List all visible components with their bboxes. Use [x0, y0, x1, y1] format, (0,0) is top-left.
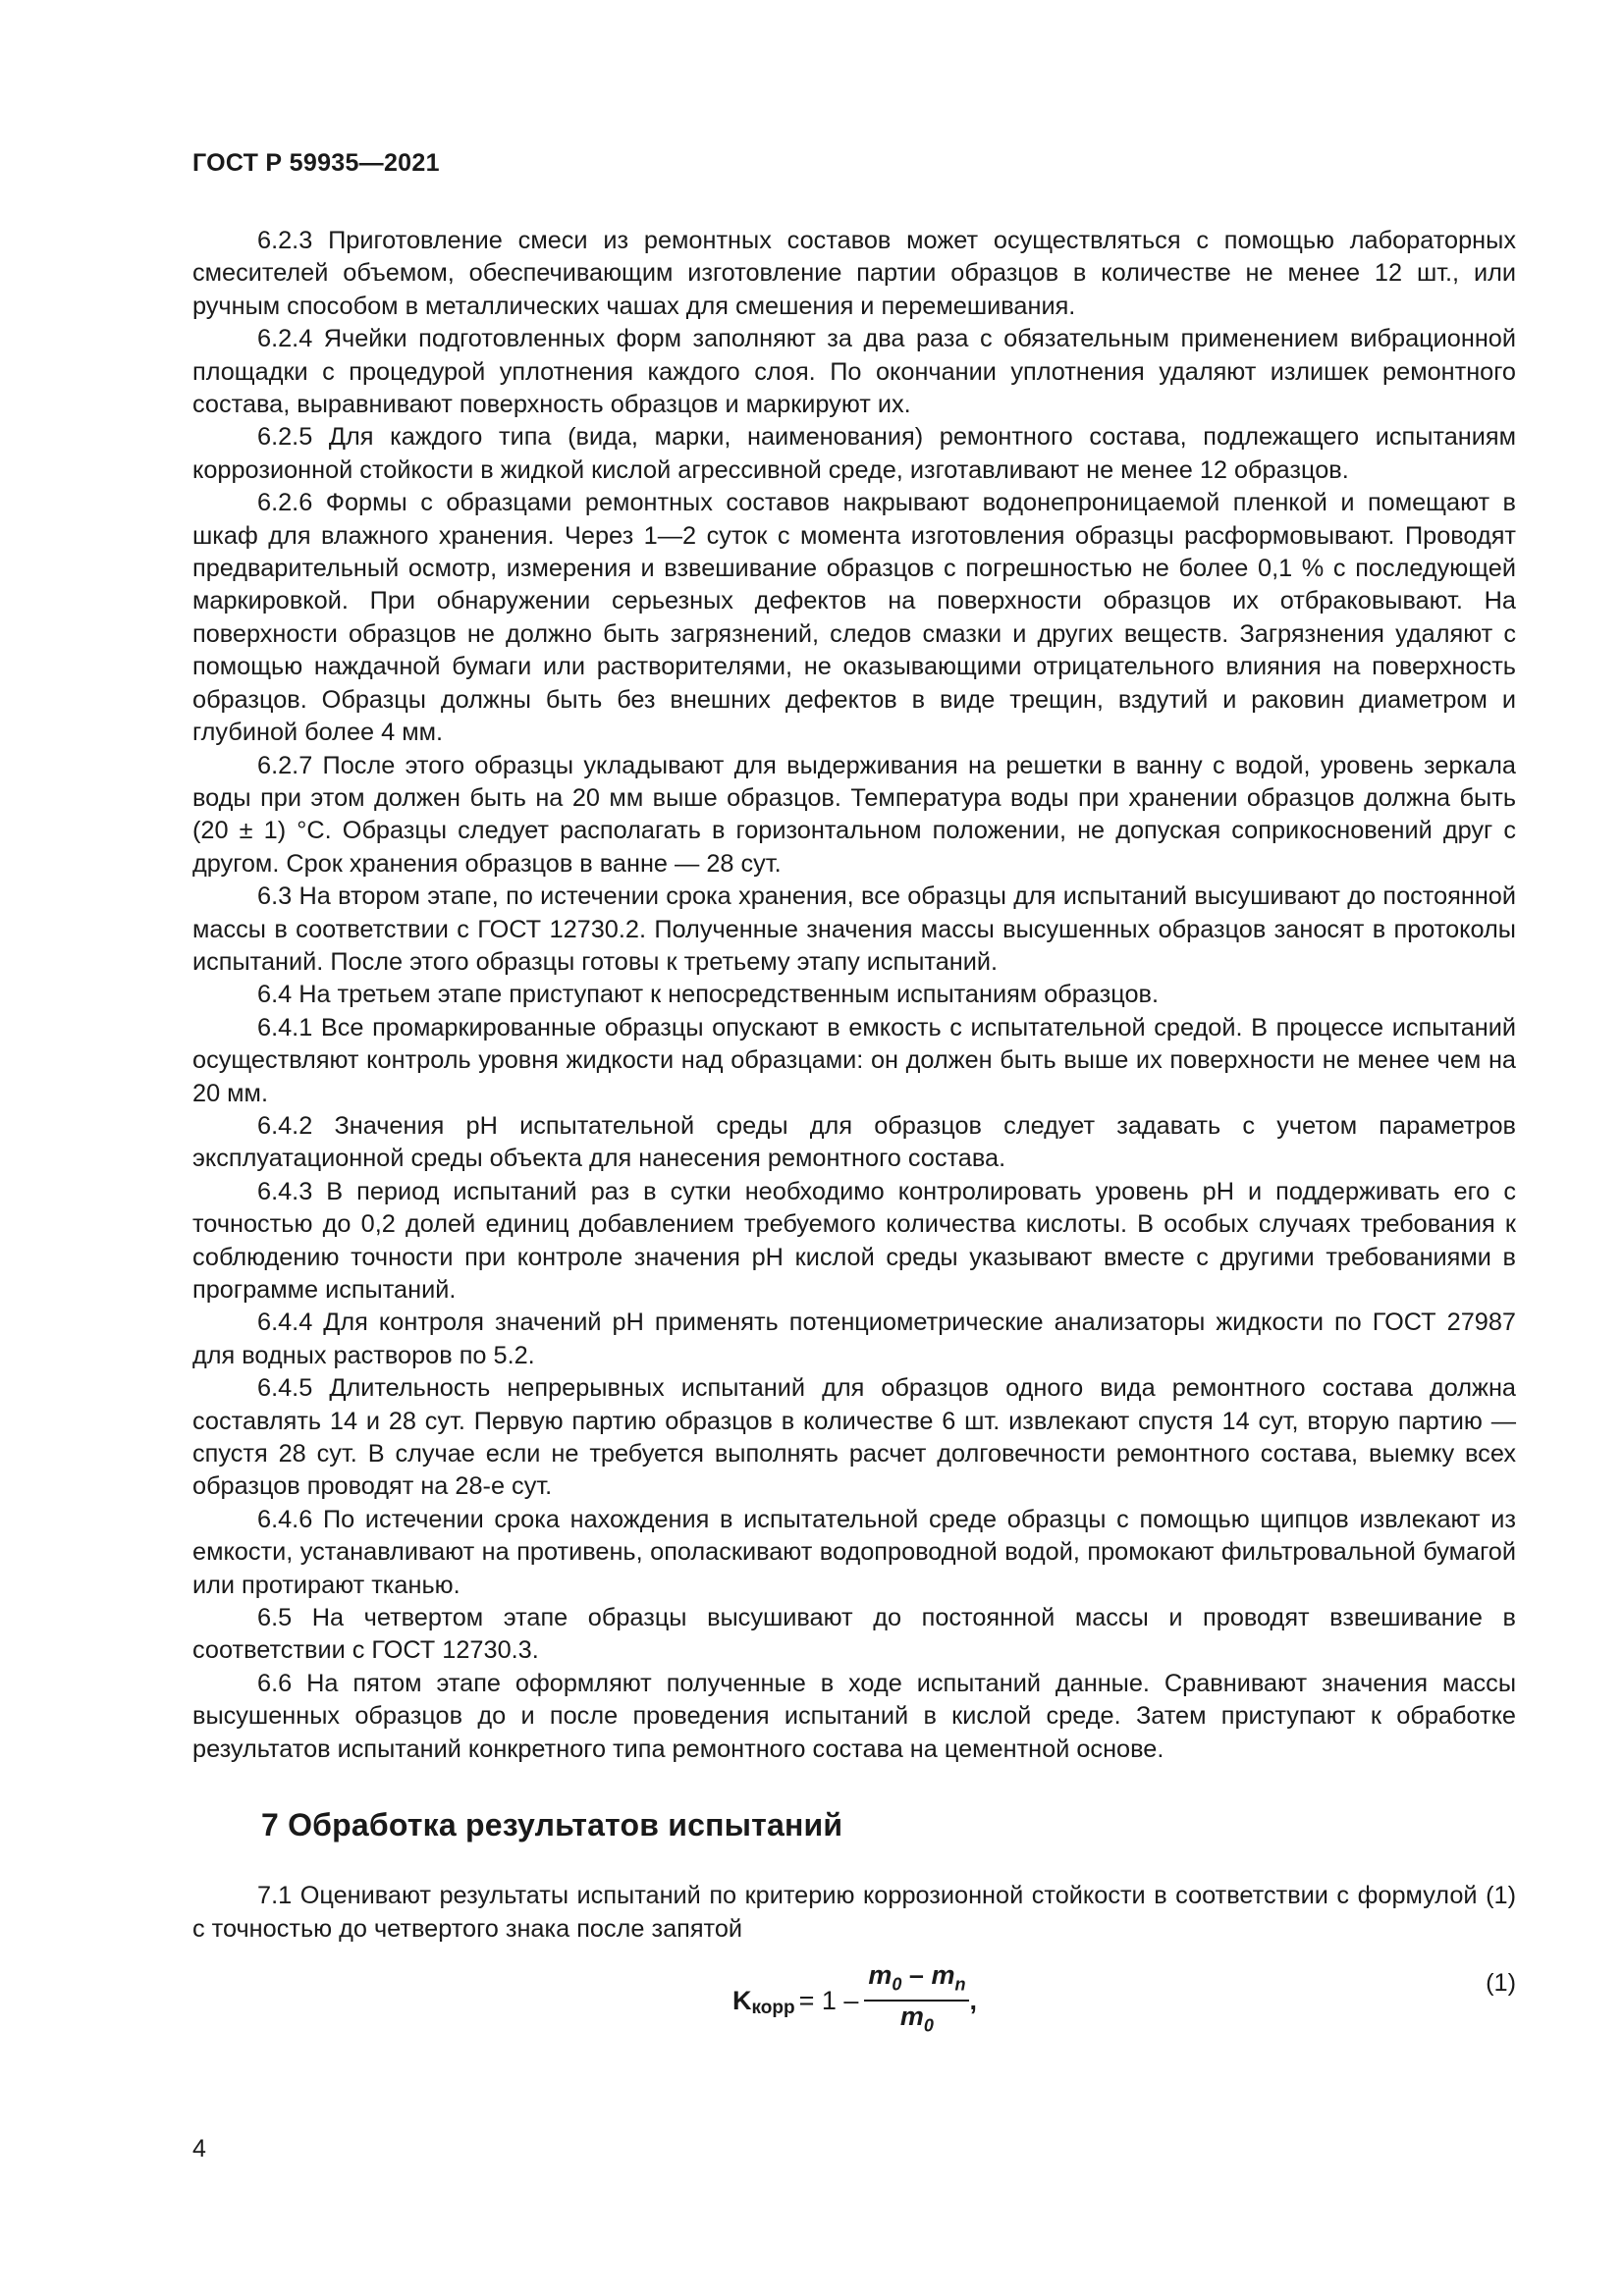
- paragraph-6-5: 6.5 На четвертом этапе образцы высушивают до постоянной массы и проводят взвешивание в соответствии с ГОСТ 12730.3.: [192, 1604, 1516, 1665]
- paragraph-7-1: 7.1 Оценивают результаты испытаний по критерию коррозионной стойкости в соответствии с формулой (1) с точностью до четвертого знака после запятой: [192, 1882, 1516, 1943]
- numerator-minus: –: [901, 1959, 932, 1990]
- paragraph-6-2-6: 6.2.6 Формы с образцами ремонтных составов накрывают водонепроницаемой пленкой и помещают в шкаф для влажного хранения. Через 1—2 суток с момента изготовления образцы расформовывают. Проводят предварительный осмотр, измерения и взвешивание образцов с погрешностью не более 0,1 % с последующей маркировкой. При обнаружении серьезных дефектов на поверхности образцов их отбраковывают. На поверхности образцов не должно быть загрязнений, следов смазки и других веществ. Загрязнения удаляют с помощью наждачной бумаги или растворителями, не оказывающими отрицательного влияния на поверхность образцов. Образцы должны быть без внешних дефектов в виде трещин, вздутий и раковин диаметром и глубиной более 4 мм.: [192, 489, 1516, 747]
- formula-denominator: [900, 2002, 934, 2040]
- numerator-mn-symbol: m: [931, 1959, 955, 1990]
- paragraph-6-4: 6.4 На третьем этапе приступают к непосредственным испытаниям образцов.: [257, 981, 1159, 1009]
- formula-1: [732, 1959, 977, 2036]
- paragraph-6-4-2: 6.4.2 Значения pH испытательной среды для образцов следует задавать с учетом параметров эксплуатационной среды объекта для нанесения ремонтного состава.: [192, 1111, 1516, 1173]
- paragraph-6-4-4: 6.4.4 Для контроля значений pH применять потенциометрические анализаторы жидкости по ГОСТ 27987 для водных растворов по 5.2.: [192, 1308, 1516, 1369]
- paragraph-6-4-5: 6.4.5 Длительность непрерывных испытаний для образцов одного вида ремонтного состава должна составлять 14 и 28 сут. Первую партию образцов в количестве 6 шт. извлекают спустя 14 сут, вторую партию — спустя 28 сут. В случае если не требуется выполнять расчет долговечности ремонтного состава, выемку всех образцов проводят на 28-е сут.: [192, 1374, 1516, 1501]
- denominator-m0-symbol: m: [899, 2002, 924, 2031]
- section-heading-7: 7 Обработка результатов испытаний: [261, 1807, 843, 1843]
- denominator-m0-subscript: 0: [923, 2015, 934, 2036]
- document-code-header: ГОСТ Р 59935—2021: [192, 149, 440, 177]
- paragraph-6-2-4: 6.2.4 Ячейки подготовленных форм заполняют за два раза с обязательным применением вибрационной площадки с процедурой уплотнения каждого слоя. По окончании уплотнения удаляют излишек ремонтного состава, выравнивают поверхность образцов и маркируют их.: [192, 325, 1516, 419]
- paragraph-6-4-3: 6.4.3 В период испытаний раз в сутки необходимо контролировать уровень pH и поддерживать его с точностью до 0,2 долей единиц добавлением требуемого количества кислоты. В особых случаях требования к соблюдению точности при контроле значения pH кислой среды указывают вместе с другими требованиями в программе испытаний.: [192, 1177, 1516, 1304]
- formula-equals-one-minus: = 1 –: [798, 1985, 859, 2015]
- paragraph-6-4-6: 6.4.6 По истечении срока нахождения в испытательной среде образцы с помощью щипцов извлекают из емкости, устанавливают на противень, ополаскивают водопроводной водой, промокают фильтровальной бумагой или протирают тканью.: [192, 1505, 1516, 1599]
- paragraph-6-2-7: 6.2.7 После этого образцы укладывают для выдерживания на решетки в ванну с водой, уровень зеркала воды при этом должен быть на 20 мм выше образцов. Температура воды при хранении образцов должна быть (20 ± 1) °С. Образцы следует располагать в горизонтальном положении, не допуская соприкосновений друг с другом. Срок хранения образцов в ванне — 28 сут.: [192, 751, 1516, 878]
- numerator-m0-subscript: 0: [892, 1974, 902, 1994]
- document-body: [192, 225, 1516, 1946]
- formula-row: [192, 1959, 1516, 2036]
- paragraph-6-6: 6.6 На пятом этапе оформляют полученные в ходе испытаний данные. Сравнивают значения массы высушенных образцов до и после проведения испытаний в кислой среде. Затем приступают к обработке результатов испытаний конкретного типа ремонтного состава на цементной основе.: [192, 1669, 1516, 1763]
- numerator-mn-subscript: n: [954, 1974, 966, 1994]
- numerator-m0-symbol: m: [868, 1959, 893, 1990]
- formula-lhs-symbol: K: [732, 1985, 752, 2015]
- paragraph-6-4-1: 6.4.1 Все промаркированные образцы опускают в емкость с испытательной средой. В процессе испытаний осуществляют контроль уровня жидкости над образцами: он должен быть выше их поверхности не менее чем на 20 мм.: [192, 1013, 1516, 1107]
- formula-numerator: [864, 1961, 969, 2002]
- page-number: 4: [192, 2135, 206, 2163]
- formula-lhs-subscript: корр: [751, 1998, 795, 2018]
- paragraph-6-2-5: 6.2.5 Для каждого типа (вида, марки, наименования) ремонтного состава, подлежащего испытаниям коррозионной стойкости в жидкой кислой агрессивной среде, изготавливают не менее 12 образцов.: [192, 423, 1516, 484]
- paragraph-6-3: 6.3 На втором этапе, по истечении срока хранения, все образцы для испытаний высушивают до постоянной массы в соответствии с ГОСТ 12730.2. Полученные значения массы высушенных образцов заносят в протоколы испытаний. После этого образцы готовы к третьему этапу испытаний.: [192, 882, 1516, 976]
- paragraph-6-2-3: 6.2.3 Приготовление смеси из ремонтных составов может осуществляться с помощью лабораторных смесителей объемом, обеспечивающим изготовление партии образцов в количестве не менее 12 шт., или ручным способом в металлических чашах для смешения и перемешивания.: [192, 227, 1516, 320]
- formula-number: (1): [1486, 1969, 1516, 1997]
- formula-trailing-comma: ,: [969, 1985, 977, 2015]
- formula-fraction: [864, 1961, 969, 2041]
